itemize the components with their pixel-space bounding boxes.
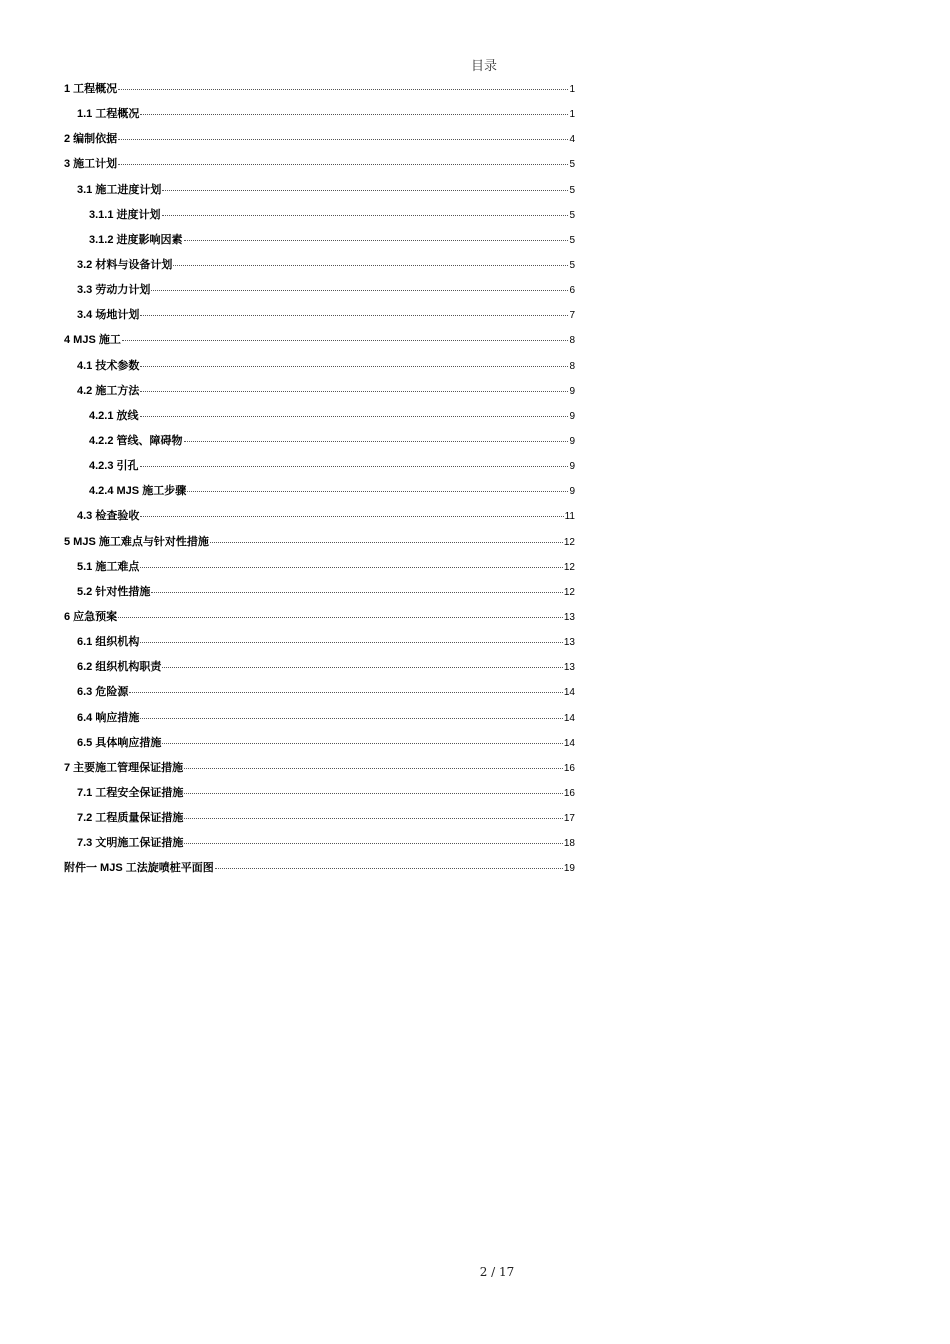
dot-leader bbox=[162, 190, 568, 191]
toc-entry-label: 5 MJS 施工难点与针对性措施 bbox=[64, 535, 209, 548]
toc-entry[interactable] bbox=[64, 155, 575, 180]
toc-entry[interactable] bbox=[64, 533, 575, 558]
dot-leader bbox=[140, 315, 568, 316]
toc-entry-label: 4.2.3 引孔 bbox=[89, 460, 139, 473]
toc-entry-page: 19 bbox=[563, 863, 575, 875]
toc-entry-page: 14 bbox=[563, 737, 575, 749]
toc-entry-page: 9 bbox=[569, 385, 575, 397]
dot-leader bbox=[140, 114, 568, 115]
toc-entry-label: 6.1 组织机构 bbox=[77, 636, 140, 649]
toc-entry-label: 3.1.2 进度影响因素 bbox=[89, 233, 183, 246]
toc-entry-label: 6.2 组织机构职责 bbox=[77, 661, 162, 674]
toc-entry-page: 14 bbox=[563, 687, 575, 699]
toc-entry-label: 4.2 施工方法 bbox=[77, 384, 140, 397]
toc-entry-page: 8 bbox=[569, 335, 575, 347]
toc-entry-page: 14 bbox=[563, 712, 575, 724]
toc-entry[interactable] bbox=[64, 608, 575, 633]
dot-leader bbox=[118, 617, 563, 618]
toc-entry-label: 附件一 MJS 工法旋喷桩平面图 bbox=[64, 862, 214, 875]
toc-entry-page: 12 bbox=[563, 561, 575, 573]
toc-entry[interactable] bbox=[64, 759, 575, 784]
dot-leader bbox=[129, 692, 563, 693]
toc-entry-label: 6.3 危险源 bbox=[77, 686, 129, 699]
toc-entry-page: 13 bbox=[563, 637, 575, 649]
toc-entry[interactable] bbox=[64, 583, 575, 608]
toc-entry-page: 5 bbox=[569, 209, 575, 221]
toc-entry-page: 16 bbox=[563, 762, 575, 774]
dot-leader bbox=[151, 290, 568, 291]
toc-entry-page: 5 bbox=[569, 184, 575, 196]
toc-entry-label: 4.2.4 MJS 施工步骤 bbox=[89, 485, 187, 498]
toc-entry[interactable] bbox=[64, 407, 575, 432]
toc-entry-page: 12 bbox=[563, 536, 575, 548]
toc-entry-label: 6.5 具体响应措施 bbox=[77, 736, 162, 749]
toc-entry-label: 2 编制依据 bbox=[64, 133, 118, 146]
toc-entry-page: 5 bbox=[569, 159, 575, 171]
dot-leader bbox=[162, 215, 569, 216]
toc-entry-page: 9 bbox=[569, 486, 575, 498]
dot-leader bbox=[151, 592, 563, 593]
toc-entry-page: 9 bbox=[569, 435, 575, 447]
toc-entry-label: 3 施工计划 bbox=[64, 158, 118, 171]
toc-entry[interactable] bbox=[64, 482, 575, 507]
table-of-contents bbox=[64, 80, 575, 885]
toc-entry-label: 7.3 文明施工保证措施 bbox=[77, 837, 184, 850]
dot-leader bbox=[140, 391, 568, 392]
toc-entry[interactable] bbox=[64, 658, 575, 683]
toc-entry-label: 4.1 技术参数 bbox=[77, 359, 140, 372]
toc-entry[interactable] bbox=[64, 633, 575, 658]
toc-entry-label: 7.1 工程安全保证措施 bbox=[77, 786, 184, 799]
toc-entry-page: 8 bbox=[569, 360, 575, 372]
dot-leader bbox=[184, 768, 563, 769]
toc-entry[interactable] bbox=[64, 734, 575, 759]
toc-entry-label: 4.3 检查验收 bbox=[77, 510, 140, 523]
toc-entry[interactable] bbox=[64, 683, 575, 708]
dot-leader bbox=[140, 366, 568, 367]
dot-leader bbox=[140, 642, 563, 643]
toc-entry-label: 5.1 施工难点 bbox=[77, 560, 140, 573]
dot-leader bbox=[122, 340, 569, 341]
dot-leader bbox=[140, 567, 563, 568]
toc-entry-page: 18 bbox=[563, 838, 575, 850]
toc-entry-page: 12 bbox=[563, 586, 575, 598]
dot-leader bbox=[184, 240, 569, 241]
page-number-footer: 2 / 17 bbox=[479, 1265, 515, 1279]
dot-leader bbox=[184, 843, 563, 844]
toc-entry-label: 3.4 场地计划 bbox=[77, 309, 140, 322]
toc-entry-page: 1 bbox=[569, 84, 575, 95]
dot-leader bbox=[162, 743, 563, 744]
toc-title: 目录 bbox=[470, 59, 497, 74]
toc-entry[interactable] bbox=[64, 256, 575, 281]
toc-entry-label: 6.4 响应措施 bbox=[77, 711, 140, 724]
toc-entry-page: 1 bbox=[569, 109, 575, 121]
toc-entry[interactable] bbox=[64, 357, 575, 382]
toc-entry-label: 3.1.1 进度计划 bbox=[89, 208, 161, 221]
dot-leader bbox=[140, 516, 563, 517]
toc-entry-page: 9 bbox=[569, 461, 575, 473]
toc-entry[interactable] bbox=[64, 80, 575, 105]
dot-leader bbox=[140, 416, 569, 417]
toc-entry-page: 17 bbox=[563, 813, 575, 825]
toc-entry-page: 9 bbox=[569, 410, 575, 422]
dot-leader bbox=[173, 265, 568, 266]
toc-entry[interactable] bbox=[64, 859, 575, 884]
toc-entry[interactable] bbox=[64, 432, 575, 457]
dot-leader bbox=[140, 718, 563, 719]
toc-entry-label: 1.1 工程概况 bbox=[77, 108, 140, 121]
toc-entry-label: 4.2.1 放线 bbox=[89, 409, 139, 422]
dot-leader bbox=[184, 441, 569, 442]
dot-leader bbox=[184, 793, 563, 794]
toc-entry[interactable] bbox=[64, 382, 575, 407]
toc-entry-label: 7 主要施工管理保证措施 bbox=[64, 761, 184, 774]
toc-entry-page: 5 bbox=[569, 234, 575, 246]
toc-entry[interactable] bbox=[64, 507, 575, 532]
toc-entry-page: 5 bbox=[569, 259, 575, 271]
dot-leader bbox=[118, 89, 568, 90]
dot-leader bbox=[140, 466, 569, 467]
toc-entry[interactable] bbox=[64, 130, 575, 155]
dot-leader bbox=[187, 491, 568, 492]
dot-leader bbox=[210, 542, 563, 543]
toc-entry-page: 4 bbox=[569, 134, 575, 146]
toc-entry-page: 13 bbox=[563, 662, 575, 674]
dot-leader bbox=[162, 667, 563, 668]
dot-leader bbox=[215, 868, 563, 869]
toc-entry-label: 4.2.2 管线、障碍物 bbox=[89, 434, 183, 447]
toc-entry[interactable] bbox=[64, 558, 575, 583]
toc-entry-label: 5.2 针对性措施 bbox=[77, 585, 151, 598]
toc-entry-label: 4 MJS 施工 bbox=[64, 334, 121, 347]
toc-entry[interactable] bbox=[64, 281, 575, 306]
toc-entry[interactable] bbox=[64, 331, 575, 356]
toc-entry[interactable] bbox=[64, 809, 575, 834]
dot-leader bbox=[118, 139, 568, 140]
toc-entry-page: 6 bbox=[569, 285, 575, 297]
toc-entry-page: 11 bbox=[564, 511, 575, 523]
toc-entry[interactable] bbox=[64, 105, 575, 130]
toc-entry[interactable] bbox=[64, 306, 575, 331]
dot-leader bbox=[184, 818, 563, 819]
toc-entry[interactable] bbox=[64, 181, 575, 206]
toc-entry[interactable] bbox=[64, 457, 575, 482]
toc-entry[interactable] bbox=[64, 231, 575, 256]
toc-entry-label: 3.2 材料与设备计划 bbox=[77, 258, 173, 271]
toc-entry-page: 13 bbox=[563, 611, 575, 623]
toc-entry[interactable] bbox=[64, 206, 575, 231]
toc-entry-label: 7.2 工程质量保证措施 bbox=[77, 812, 184, 825]
dot-leader bbox=[118, 164, 568, 165]
toc-entry-label: 3.3 劳动力计划 bbox=[77, 284, 151, 297]
toc-entry[interactable] bbox=[64, 709, 575, 734]
toc-entry-label: 6 应急预案 bbox=[64, 610, 118, 623]
toc-entry-page: 16 bbox=[563, 787, 575, 799]
toc-entry-label: 1 工程概况 bbox=[64, 83, 118, 95]
toc-entry[interactable] bbox=[64, 834, 575, 859]
toc-entry-label: 3.1 施工进度计划 bbox=[77, 183, 162, 196]
toc-entry[interactable] bbox=[64, 784, 575, 809]
toc-entry-page: 7 bbox=[569, 310, 575, 322]
